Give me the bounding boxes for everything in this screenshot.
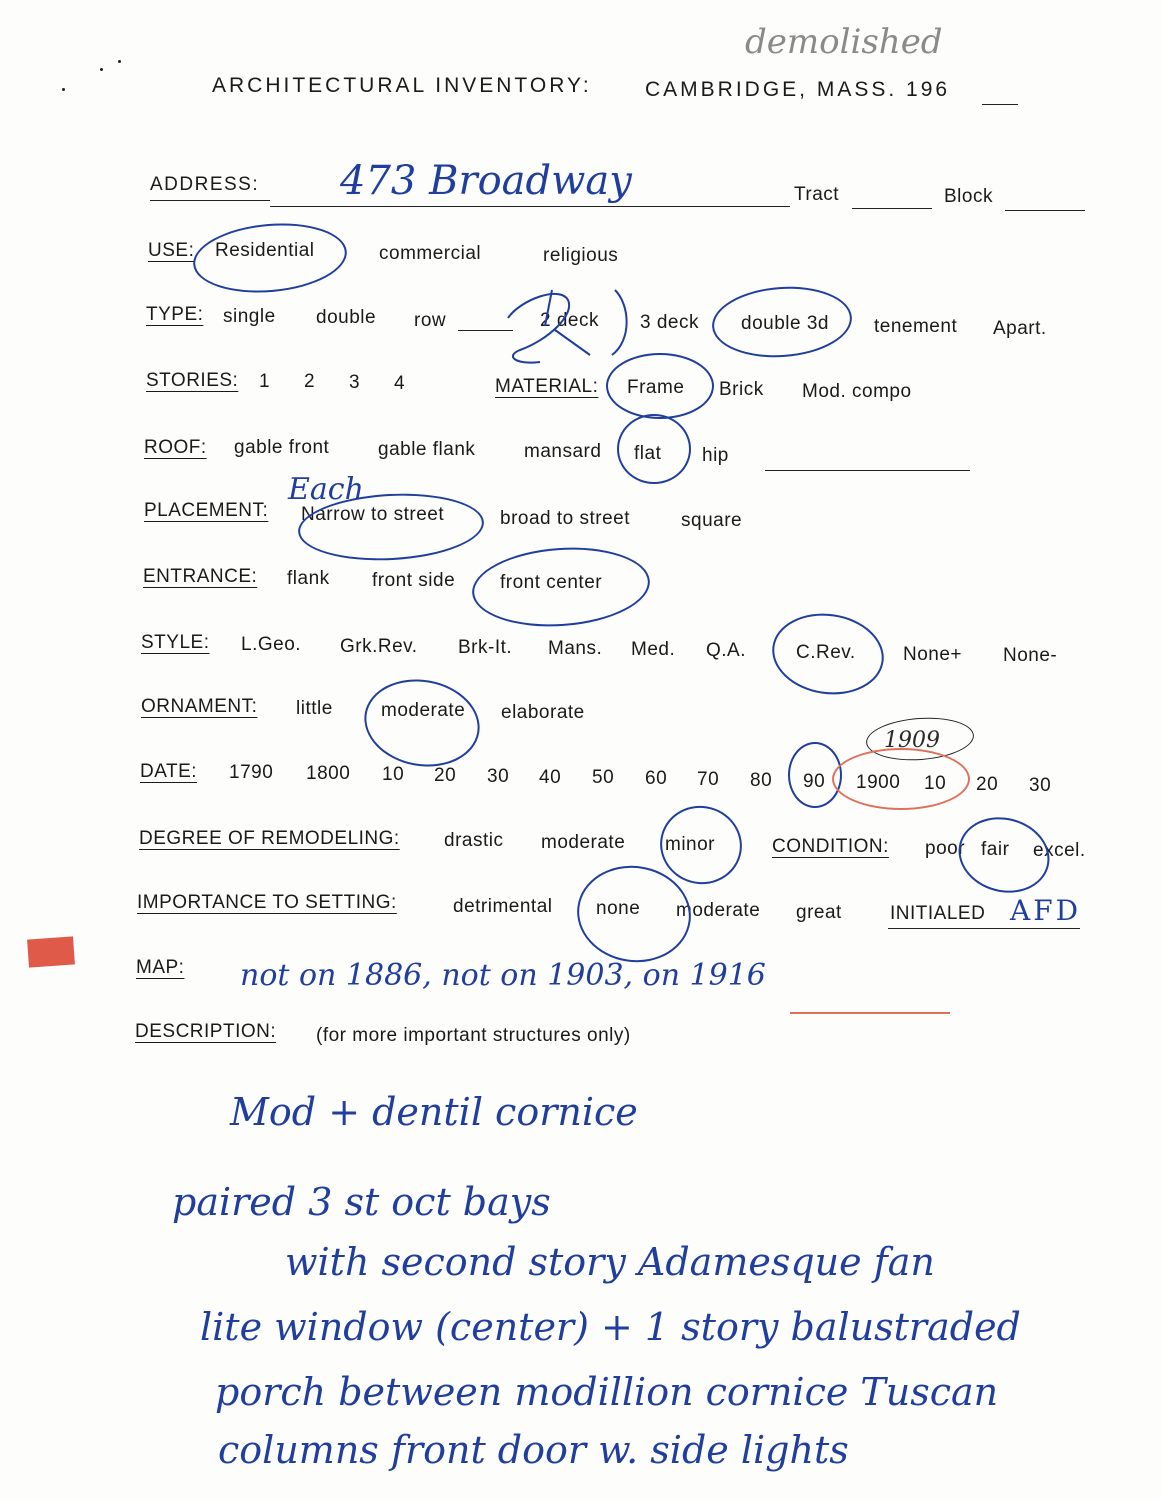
entrance-option-frontside[interactable]: front side [372,570,456,591]
date-note: 1909 [884,728,940,753]
use-label: USE: [148,240,195,261]
roof-option-gablefront[interactable]: gable front [234,437,330,458]
description-hint: (for more important structures only) [316,1025,631,1046]
type-option-apartment[interactable]: Apart. [993,318,1047,339]
entrance-option-frontcenter[interactable]: front center [500,572,603,593]
material-option-frame[interactable]: Frame [627,377,685,398]
roof-option-hip[interactable]: hip [702,445,729,466]
placement-option-square[interactable]: square [681,510,743,531]
description-line-6: columns front door w. side lights [218,1428,849,1472]
stories-label: STORIES: [146,370,239,391]
description-line-1: Mod + dentil cornice [230,1090,638,1134]
style-option-qa[interactable]: Q.A. [706,640,747,661]
description-line-3: with second story Adamesque fan [285,1240,935,1284]
use-option-residential[interactable]: Residential [215,240,315,261]
stories-option-2[interactable]: 2 [304,371,316,392]
style-option-lgeo[interactable]: L.Geo. [241,634,302,655]
condition-option-poor[interactable]: poor [925,838,966,859]
style-option-brkit[interactable]: Brk-It. [458,637,513,658]
type-option-double[interactable]: double [316,307,377,328]
date-option-1910[interactable]: 10 [924,773,947,794]
entrance-label: ENTRANCE: [143,566,258,587]
use-option-commercial[interactable]: commercial [379,243,482,264]
description-line-5: porch between modillion cornice Tuscan [215,1370,999,1414]
style-option-med[interactable]: Med. [631,639,676,660]
ornament-option-moderate[interactable]: moderate [381,700,466,721]
condition-option-excel[interactable]: excel. [1033,840,1086,861]
material-label: MATERIAL: [495,376,599,397]
ornament-option-little[interactable]: little [296,698,333,719]
type-label: TYPE: [146,304,204,325]
form-city: CAMBRIDGE, MASS. 196 [645,78,951,101]
date-option-1860[interactable]: 60 [645,768,668,789]
date-option-1900[interactable]: 1900 [856,772,901,793]
style-label: STYLE: [141,632,210,653]
type-option-3deck[interactable]: 3 deck [640,312,699,333]
style-option-mans[interactable]: Mans. [548,638,603,659]
roof-option-gableflank[interactable]: gable flank [378,439,476,460]
date-option-1850[interactable]: 50 [592,767,615,788]
style-option-grkrev[interactable]: Grk.Rev. [340,636,418,657]
style-option-crev[interactable]: C.Rev. [796,642,856,663]
date-option-1880[interactable]: 80 [750,770,773,791]
description-line-2: paired 3 st oct bays [172,1180,551,1224]
date-option-1790[interactable]: 1790 [229,762,274,783]
block-label: Block [944,186,993,207]
address-label: ADDRESS: [150,174,260,195]
date-option-1930[interactable]: 30 [1029,775,1052,796]
entrance-option-flank[interactable]: flank [287,568,330,589]
placement-option-broad[interactable]: broad to street [500,508,631,529]
date-option-1920[interactable]: 20 [976,774,999,795]
type-option-row[interactable]: row [414,310,447,331]
description-label: DESCRIPTION: [135,1021,277,1042]
condition-label: CONDITION: [772,836,889,857]
roof-label: ROOF: [144,437,207,458]
description-line-4: lite window (center) + 1 story balustraded [200,1305,1021,1349]
initialed-value[interactable]: AFD [1010,894,1082,927]
date-label: DATE: [140,761,198,782]
form-title: ARCHITECTURAL INVENTORY: [212,74,592,97]
material-option-modcompo[interactable]: Mod. compo [802,381,912,402]
stories-option-1[interactable]: 1 [259,371,271,392]
remodeling-label: DEGREE OF REMODELING: [139,828,400,849]
remodeling-option-drastic[interactable]: drastic [444,830,504,851]
remodeling-option-moderate[interactable]: moderate [541,832,626,853]
remodeling-option-minor[interactable]: minor [665,834,716,855]
address-value[interactable]: 473 Broadway [340,158,632,204]
type-option-tenement[interactable]: tenement [874,316,958,337]
map-label: MAP: [136,957,185,978]
initialed-label: INITIALED [890,903,986,924]
date-option-1890[interactable]: 90 [803,771,826,792]
date-option-1840[interactable]: 40 [539,767,562,788]
stories-option-3[interactable]: 3 [349,372,361,393]
placement-label: PLACEMENT: [144,500,269,521]
condition-option-fair[interactable]: fair [981,839,1010,860]
importance-option-moderate[interactable]: moderate [676,900,761,921]
ornament-option-elaborate[interactable]: elaborate [501,702,585,723]
importance-label: IMPORTANCE TO SETTING: [137,892,397,913]
type-option-2deck[interactable]: 2 deck [540,310,599,331]
importance-option-none[interactable]: none [596,898,641,919]
style-option-noneminus[interactable]: None- [1003,645,1058,666]
use-option-religious[interactable]: religious [543,245,619,266]
placement-note: Each [288,472,364,507]
date-option-1810[interactable]: 10 [382,764,405,785]
date-option-1870[interactable]: 70 [697,769,720,790]
material-option-brick[interactable]: Brick [719,379,764,400]
stories-option-4[interactable]: 4 [394,373,406,394]
importance-option-detrimental[interactable]: detrimental [453,896,553,917]
placement-option-narrow[interactable]: Narrow to street [301,504,445,525]
type-option-double3d[interactable]: double 3d [741,313,829,334]
date-option-1830[interactable]: 30 [487,766,510,787]
tract-label: Tract [794,184,840,205]
demolished-annotation: demolished [745,22,943,62]
ornament-label: ORNAMENT: [141,696,258,717]
style-option-noneplus[interactable]: None+ [903,644,963,665]
importance-option-great[interactable]: great [796,902,842,923]
date-option-1800[interactable]: 1800 [306,763,351,784]
date-option-1820[interactable]: 20 [434,765,457,786]
type-option-single[interactable]: single [223,306,276,327]
roof-option-mansard[interactable]: mansard [524,441,602,462]
map-value[interactable]: not on 1886, not on 1903, on 1916 [240,958,766,993]
roof-option-flat[interactable]: flat [634,443,662,464]
